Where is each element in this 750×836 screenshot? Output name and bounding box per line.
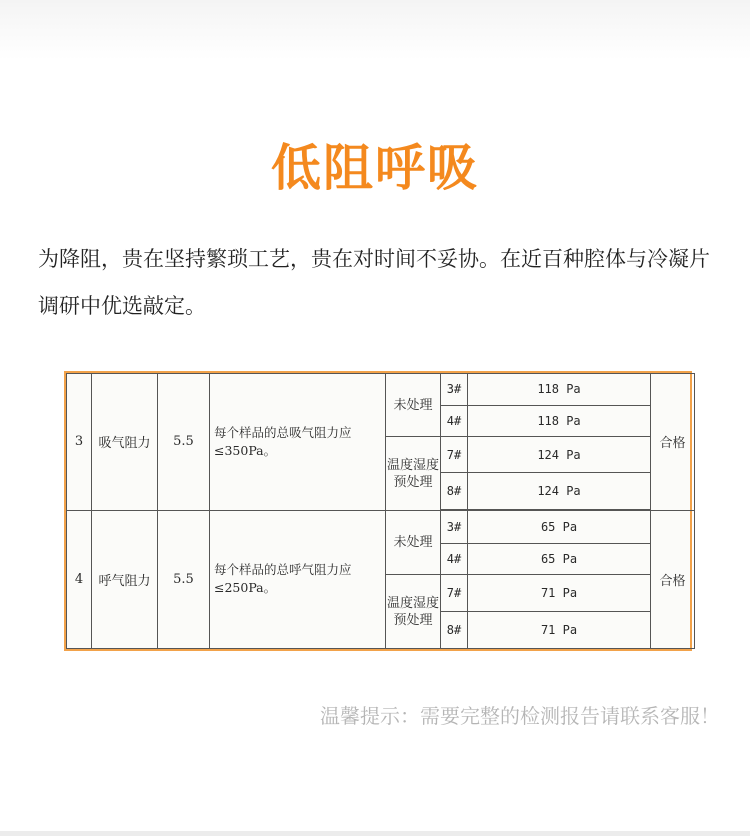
test-report-table [64, 371, 692, 651]
measured-value: 65 Pa [468, 510, 651, 543]
measured-value: 71 Pa [468, 612, 651, 649]
measured-value: 124 Pa [468, 473, 651, 511]
test-item: 吸气阻力 [92, 374, 158, 511]
measured-value: 65 Pa [468, 543, 651, 575]
table-row [67, 510, 695, 543]
sample-id: 4# [441, 405, 468, 437]
measured-value: 118 Pa [468, 405, 651, 437]
clause-number: 5.5 [158, 510, 210, 648]
sample-id: 3# [441, 374, 468, 406]
bottom-divider [0, 831, 750, 836]
sample-id: 3# [441, 510, 468, 543]
sample-id: 7# [441, 437, 468, 473]
result: 合格 [651, 510, 695, 648]
sample-id: 8# [441, 612, 468, 649]
treatment-condition: 温度湿度预处理 [386, 437, 441, 511]
table-row [67, 374, 695, 406]
test-item: 呼气阻力 [92, 510, 158, 648]
measured-value: 118 Pa [468, 374, 651, 406]
row-number: 3 [67, 374, 92, 511]
page-title: 低阻呼吸 [271, 139, 479, 197]
treatment-condition: 未处理 [386, 510, 441, 574]
requirement: 每个样品的总吸气阻力应≤350Pa。 [210, 374, 386, 511]
footer-tip: 温馨提示：需要完整的检测报告请联系客服！ [320, 704, 720, 728]
measured-value: 124 Pa [468, 437, 651, 473]
treatment-condition: 未处理 [386, 374, 441, 437]
clause-number: 5.5 [158, 374, 210, 511]
intro-paragraph: 为降阻，贵在坚持繁琐工艺，贵在对时间不妥协。在近百种腔体与冷凝片调研中优选敲定。 [38, 247, 710, 318]
treatment-condition: 温度湿度预处理 [386, 575, 441, 649]
result: 合格 [651, 374, 695, 511]
sample-id: 8# [441, 473, 468, 511]
sample-id: 4# [441, 543, 468, 575]
row-number: 4 [67, 510, 92, 648]
requirement: 每个样品的总呼气阻力应≤250Pa。 [210, 510, 386, 648]
measured-value: 71 Pa [468, 575, 651, 612]
sample-id: 7# [441, 575, 468, 612]
